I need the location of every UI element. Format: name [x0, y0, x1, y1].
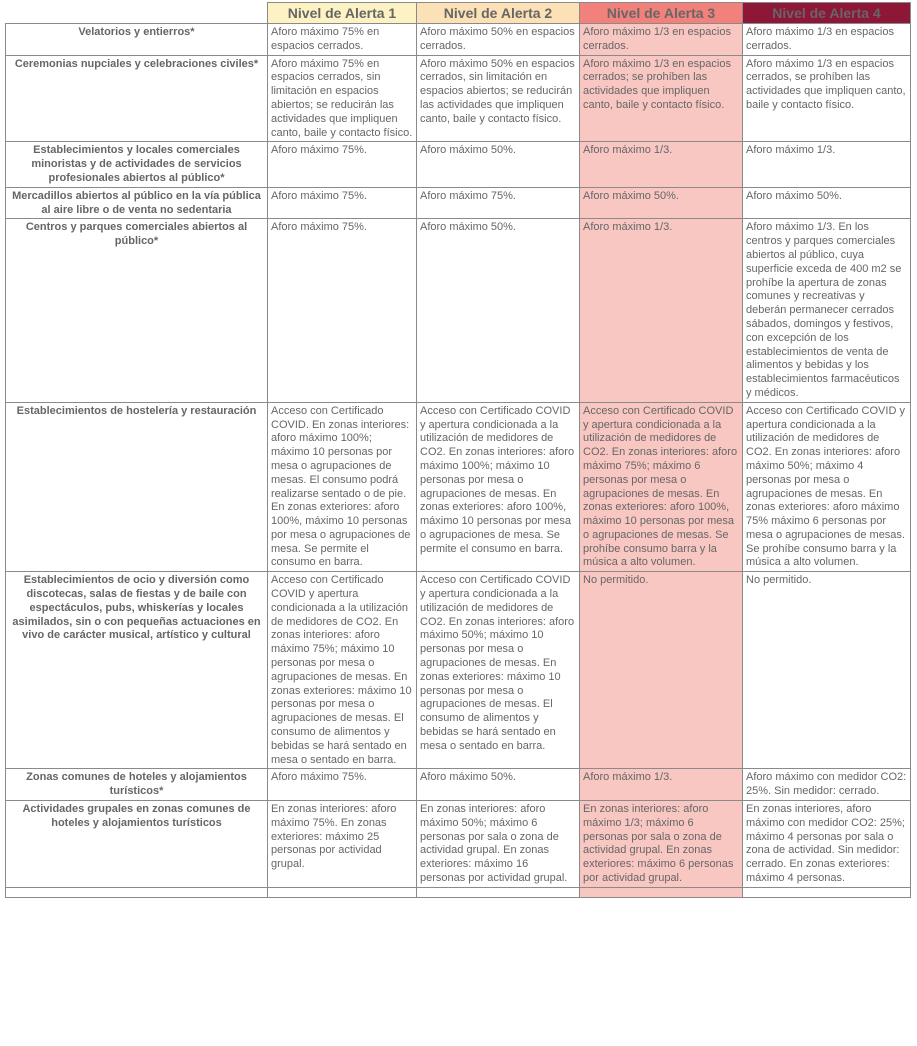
cell-level-3: Aforo máximo 1/3. [580, 142, 743, 187]
cell-level-1: Acceso con Certificado COVID. En zonas interiores: aforo máximo 100%; máximo 10 personas por mesa o agrupaciones de mesas. El consumo podrá realizarse sentado o de pie. En zonas exteriores: aforo 100%, máximo 10 personas por mesa o agrupaciones de mesa. Se permite el consumo en barra. [268, 402, 417, 572]
row-label: Establecimientos de ocio y diversión como discotecas, salas de fiestas y de baile con espectáculos, pubs, whiskerías y locales asimilados, sin o con pequeñas actuaciones en vivo de carácter musical, artístico y cultural [6, 572, 268, 769]
table-row [6, 24, 911, 56]
cell-level-4: Aforo máximo 1/3. En los centros y parques comerciales abiertos al público, cuya superficie exceda de 400 m2 se prohíbe la apertura de zonas comunes y recreativas y deberán permanecer cerrados sábados, domingos y festivos, con excepción de los establecimientos de venta de alimentos y bebidas y los establecimientos farmacéuticos y médicos. [743, 219, 911, 402]
row-label: Mercadillos abiertos al público en la vía pública al aire libre o de venta no sedentaria [6, 187, 268, 219]
cell-level-3: Aforo máximo 1/3 en espacios cerrados; se prohíben las actividades que impliquen canto, baile y contacto físico. [580, 55, 743, 142]
cell-level-3: Aforo máximo 1/3. [580, 769, 743, 801]
cell-level-3-partial [580, 887, 743, 897]
cell-level-1: Aforo máximo 75%. [268, 769, 417, 801]
alert-levels-table [5, 2, 911, 898]
cell-level-1-partial [268, 887, 417, 897]
cell-level-3: Acceso con Certificado COVID y apertura condicionada a la utilización de medidores de CO2. En zonas interiores: aforo máximo 75%; máximo 6 personas por mesa o agrupaciones de mesas. En zonas exteriores: aforo 100%, máximo 10 personas por mesa o agrupaciones de mesas. Se prohíbe consumo barra y la música a alto volumen. [580, 402, 743, 572]
row-label: Establecimientos y locales comerciales minoristas y de actividades de servicios profesionales abiertos al público* [6, 142, 268, 187]
header-level-3: Nivel de Alerta 3 [580, 3, 743, 24]
header-level-2: Nivel de Alerta 2 [417, 3, 580, 24]
cell-level-4: Aforo máximo 50%. [743, 187, 911, 219]
row-label: Zonas comunes de hoteles y alojamientos turísticos* [6, 769, 268, 801]
header-level-4: Nivel de Alerta 4 [743, 3, 911, 24]
cell-level-2: Aforo máximo 75%. [417, 187, 580, 219]
cell-level-3: Aforo máximo 1/3. [580, 219, 743, 402]
cell-level-1: Acceso con Certificado COVID y apertura condicionada a la utilización de medidores de CO2. En zonas interiores: aforo máximo 75%; máximo 10 personas por mesa o agrupaciones de mesas. En zonas exteriores: máximo 10 personas por mesa o agrupaciones de mesas. El consumo de alimentos y bebidas se hará sentado en mesa o sentado en barra. [268, 572, 417, 769]
table-row-partial [6, 887, 911, 897]
cell-level-3: Aforo máximo 1/3 en espacios cerrados. [580, 24, 743, 56]
table-row [6, 187, 911, 219]
cell-level-4-partial [743, 887, 911, 897]
cell-level-2: Acceso con Certificado COVID y apertura condicionada a la utilización de medidores de CO2. En zonas interiores: aforo máximo 50%; máximo 10 personas por mesa o agrupaciones de mesas. En zonas exteriores: máximo 10 personas por mesa o agrupaciones de mesas. El consumo de alimentos y bebidas se hará sentado en mesa o sentado en barra. [417, 572, 580, 769]
cell-level-2: Acceso con Certificado COVID y apertura condicionada a la utilización de medidores de CO2. En zonas interiores: aforo máximo 100%; máximo 10 personas por mesa o agrupaciones de mesas. En zonas exteriores: aforo 100%, máximo 10 personas por mesa o agrupaciones de mesa. Se permite el consumo en barra. [417, 402, 580, 572]
cell-level-4: En zonas interiores, aforo máximo con medidor CO2: 25%; máximo 4 personas por sala o zona de actividad. Sin medidor: cerrado. En zonas exteriores: máximo 4 personas. [743, 801, 911, 888]
row-label-partial [6, 887, 268, 897]
row-label: Establecimientos de hostelería y restauración [6, 402, 268, 572]
cell-level-2-partial [417, 887, 580, 897]
cell-level-3: En zonas interiores: aforo máximo 1/3; máximo 6 personas por sala o zona de actividad grupal. En zonas exteriores: máximo 6 personas por actividad grupal. [580, 801, 743, 888]
table-row [6, 142, 911, 187]
cell-level-4: Acceso con Certificado COVID y apertura condicionada a la utilización de medidores de CO2. En zonas interiores: aforo máximo 50%; máximo 4 personas por mesa o agrupaciones de mesas. En zonas exteriores: aforo máximo 75% máximo 6 personas por mesa o agrupaciones de mesas. Se prohíbe consumo barra y la música a alto volumen. [743, 402, 911, 572]
table-row [6, 55, 911, 142]
cell-level-4: Aforo máximo 1/3 en espacios cerrados, se prohíben las actividades que impliquen canto, baile y contacto físico. [743, 55, 911, 142]
cell-level-1: Aforo máximo 75% en espacios cerrados, sin limitación en espacios abiertos; se reducirán las actividades que impliquen canto, baile y contacto físico. [268, 55, 417, 142]
cell-level-4: Aforo máximo con medidor CO2: 25%. Sin medidor: cerrado. [743, 769, 911, 801]
cell-level-1: En zonas interiores: aforo máximo 75%. En zonas exteriores: máximo 25 personas por actividad grupal. [268, 801, 417, 888]
cell-level-2: Aforo máximo 50% en espacios cerrados, sin limitación en espacios abiertos; se reducirán las actividades que impliquen canto, baile y contacto físico. [417, 55, 580, 142]
header-level-1: Nivel de Alerta 1 [268, 3, 417, 24]
cell-level-1: Aforo máximo 75%. [268, 187, 417, 219]
cell-level-1: Aforo máximo 75% en espacios cerrados. [268, 24, 417, 56]
cell-level-1: Aforo máximo 75%. [268, 142, 417, 187]
cell-level-2: Aforo máximo 50%. [417, 142, 580, 187]
table-row [6, 572, 911, 769]
table-row [6, 219, 911, 402]
table-row [6, 402, 911, 572]
cell-level-4: Aforo máximo 1/3. [743, 142, 911, 187]
cell-level-3: Aforo máximo 50%. [580, 187, 743, 219]
table-row [6, 801, 911, 888]
cell-level-3: No permitido. [580, 572, 743, 769]
table-row [6, 769, 911, 801]
cell-level-1: Aforo máximo 75%. [268, 219, 417, 402]
row-label: Actividades grupales en zonas comunes de hoteles y alojamientos turísticos [6, 801, 268, 888]
row-label: Ceremonias nupciales y celebraciones civiles* [6, 55, 268, 142]
row-label: Velatorios y entierros* [6, 24, 268, 56]
cell-level-4: No permitido. [743, 572, 911, 769]
cell-level-2: Aforo máximo 50% en espacios cerrados. [417, 24, 580, 56]
row-label: Centros y parques comerciales abiertos al público* [6, 219, 268, 402]
corner-cell [6, 3, 268, 24]
cell-level-4: Aforo máximo 1/3 en espacios cerrados. [743, 24, 911, 56]
cell-level-2: Aforo máximo 50%. [417, 769, 580, 801]
header-row [6, 3, 911, 24]
cell-level-2: Aforo máximo 50%. [417, 219, 580, 402]
cell-level-2: En zonas interiores: aforo máximo 50%; máximo 6 personas por sala o zona de actividad grupal. En zonas exteriores: máximo 16 personas por actividad grupal. [417, 801, 580, 888]
